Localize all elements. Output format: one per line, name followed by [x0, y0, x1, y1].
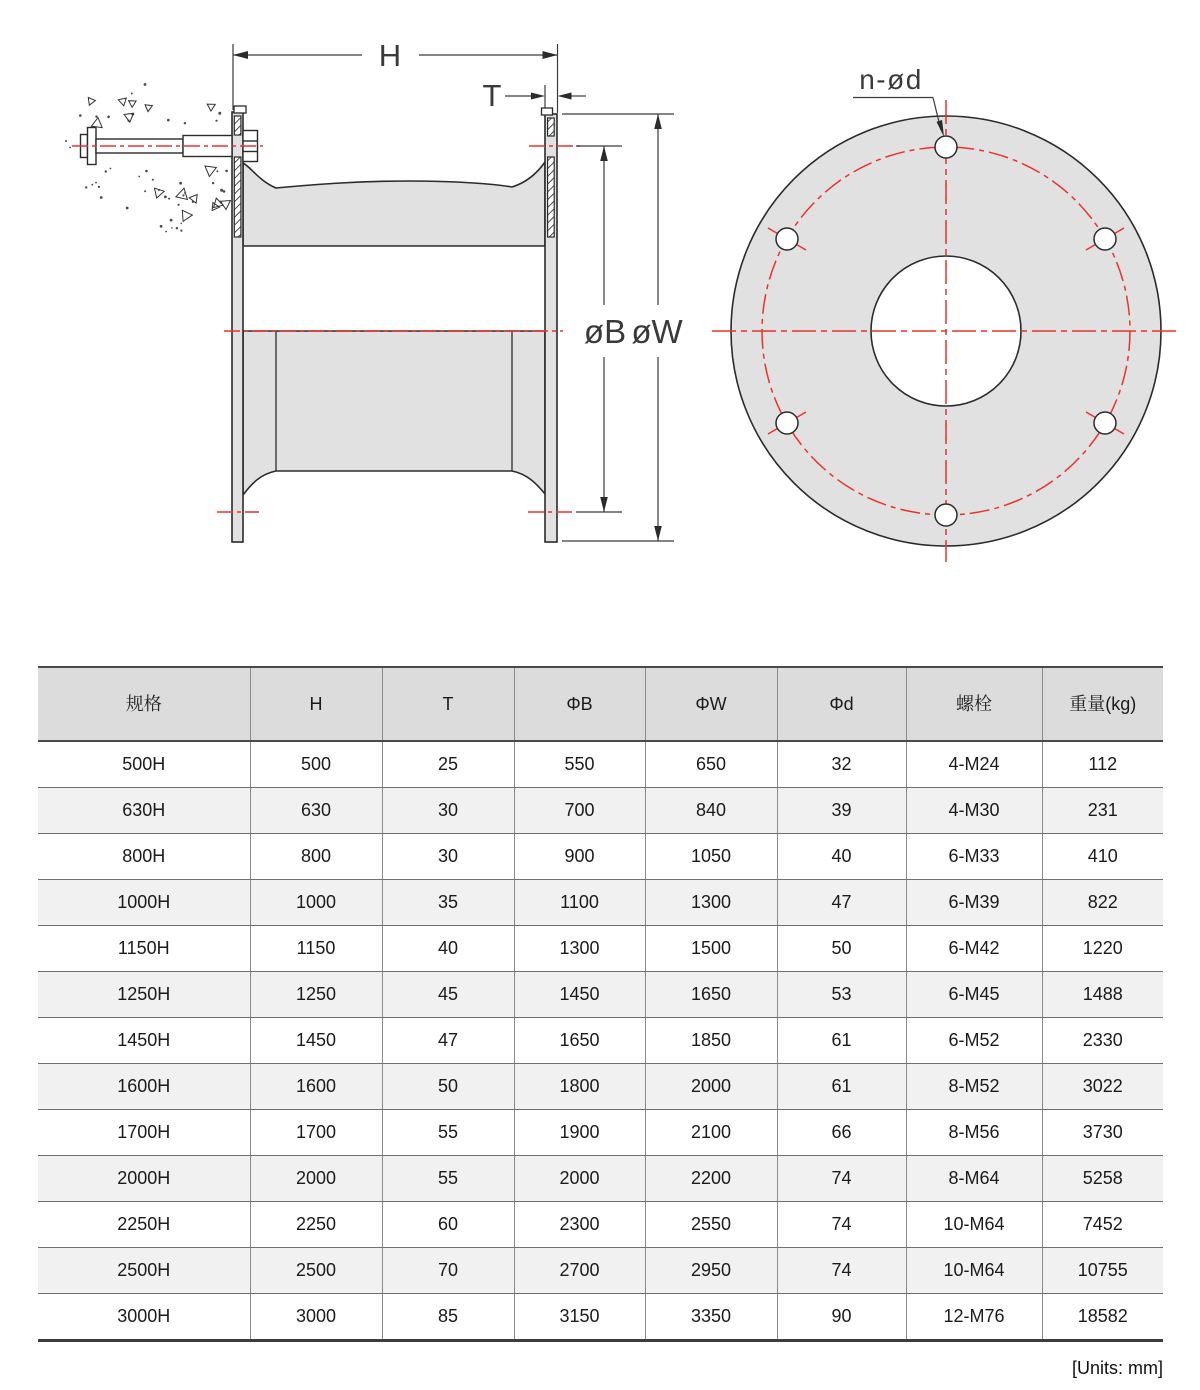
- concrete-dot: [105, 170, 107, 172]
- cell-weight: 1220: [1042, 926, 1163, 972]
- cell-h: 630: [250, 788, 382, 834]
- cell-t: 35: [382, 880, 514, 926]
- cell-t: 60: [382, 1202, 514, 1248]
- table-row-630H: [38, 788, 1163, 834]
- concrete-dot: [180, 223, 182, 225]
- table-row-1150H: [38, 926, 1163, 972]
- flange-left-cap: [234, 106, 246, 113]
- cell-h: 1150: [250, 926, 382, 972]
- fender-body-upper: [243, 162, 545, 246]
- concrete-dot: [126, 207, 129, 210]
- table-row-3000H: [38, 1294, 1163, 1341]
- cell-weight: 2330: [1042, 1018, 1163, 1064]
- col-header-weight: 重量(kg): [1042, 667, 1163, 741]
- concrete-dot: [69, 147, 71, 149]
- concrete-dot: [176, 227, 178, 229]
- concrete-aggregate: [205, 166, 216, 177]
- col-header-w: ΦW: [645, 667, 777, 741]
- cell-b: 1900: [514, 1110, 645, 1156]
- concrete-dot: [225, 170, 228, 173]
- cell-weight: 7452: [1042, 1202, 1163, 1248]
- concrete-aggregate: [88, 98, 95, 106]
- cell-d: 61: [777, 1064, 906, 1110]
- arrowhead: [600, 146, 608, 161]
- concrete-dot: [144, 83, 147, 86]
- arrowhead: [531, 93, 545, 100]
- concrete-dot: [95, 182, 97, 184]
- cell-w: 2200: [645, 1156, 777, 1202]
- cell-spec: 800H: [38, 834, 250, 880]
- concrete-dot: [160, 225, 163, 228]
- header-row: [38, 667, 1163, 741]
- cell-t: 25: [382, 741, 514, 788]
- cell-h: 1600: [250, 1064, 382, 1110]
- concrete-dot: [91, 184, 93, 186]
- table-row-800H: [38, 834, 1163, 880]
- cell-b: 2700: [514, 1248, 645, 1294]
- concrete-dot: [107, 116, 110, 119]
- cell-w: 2100: [645, 1110, 777, 1156]
- cell-spec: 2500H: [38, 1248, 250, 1294]
- concrete-dot: [144, 190, 146, 192]
- cell-h: 800: [250, 834, 382, 880]
- concrete-dot: [100, 196, 103, 199]
- cell-anchors: 8-M52: [906, 1064, 1042, 1110]
- cell-h: 3000: [250, 1294, 382, 1341]
- cell-b: 3150: [514, 1294, 645, 1341]
- cell-spec: 2000H: [38, 1156, 250, 1202]
- bolt-hole: [935, 136, 957, 158]
- cell-spec: 1450H: [38, 1018, 250, 1064]
- cell-spec: 1250H: [38, 972, 250, 1018]
- concrete-dot: [223, 190, 226, 193]
- cell-t: 55: [382, 1110, 514, 1156]
- cell-weight: 5258: [1042, 1156, 1163, 1202]
- cell-anchors: 6-M39: [906, 880, 1042, 926]
- concrete-dot: [180, 230, 182, 232]
- cell-spec: 1150H: [38, 926, 250, 972]
- cell-anchors: 6-M52: [906, 1018, 1042, 1064]
- dim-label-W: øW: [631, 313, 683, 350]
- cell-weight: 112: [1042, 741, 1163, 788]
- table-row-2000H: [38, 1156, 1163, 1202]
- cell-t: 30: [382, 834, 514, 880]
- concrete-aggregate: [176, 188, 188, 199]
- cell-d: 32: [777, 741, 906, 788]
- cell-weight: 410: [1042, 834, 1163, 880]
- table-row-2500H: [38, 1248, 1163, 1294]
- front-view: [712, 64, 1180, 562]
- col-header-h: H: [250, 667, 382, 741]
- concrete-dot: [85, 186, 87, 188]
- concrete-dot: [164, 196, 167, 199]
- cell-b: 2000: [514, 1156, 645, 1202]
- cell-spec: 3000H: [38, 1294, 250, 1341]
- cell-h: 1250: [250, 972, 382, 1018]
- cell-anchors: 4-M30: [906, 788, 1042, 834]
- cell-t: 55: [382, 1156, 514, 1202]
- cell-b: 1650: [514, 1018, 645, 1064]
- arrowhead: [600, 497, 608, 512]
- concrete-dot: [165, 231, 167, 233]
- bolt-hole: [1094, 228, 1116, 250]
- cell-spec: 2250H: [38, 1202, 250, 1248]
- concrete-dot: [215, 120, 217, 122]
- cell-w: 1850: [645, 1018, 777, 1064]
- cell-d: 61: [777, 1018, 906, 1064]
- concrete-aggregate: [129, 101, 137, 108]
- cell-d: 74: [777, 1202, 906, 1248]
- concrete-dot: [79, 114, 82, 117]
- arrowhead: [543, 51, 558, 59]
- cell-w: 840: [645, 788, 777, 834]
- cell-w: 1500: [645, 926, 777, 972]
- cell-h: 1000: [250, 880, 382, 926]
- concrete-aggregate: [118, 98, 126, 106]
- cell-t: 70: [382, 1248, 514, 1294]
- cell-w: 2950: [645, 1248, 777, 1294]
- side-view: [65, 38, 684, 542]
- cell-spec: 500H: [38, 741, 250, 788]
- bolt-hole: [1094, 412, 1116, 434]
- cell-t: 85: [382, 1294, 514, 1341]
- cell-w: 2000: [645, 1064, 777, 1110]
- concrete-dot: [131, 93, 133, 95]
- concrete-aggregate: [145, 105, 152, 112]
- concrete-aggregate: [212, 203, 219, 211]
- cell-weight: 3022: [1042, 1064, 1163, 1110]
- cell-b: 2300: [514, 1202, 645, 1248]
- holes-label: n-ød: [859, 64, 923, 95]
- cell-anchors: 10-M64: [906, 1202, 1042, 1248]
- flange-left-hatch-2: [234, 157, 241, 237]
- cell-d: 90: [777, 1294, 906, 1341]
- col-header-d: Φd: [777, 667, 906, 741]
- fender-body-lower: [243, 331, 545, 495]
- concrete-aggregate: [155, 188, 165, 198]
- flange-right-hatch-1: [548, 118, 555, 136]
- concrete-dot: [145, 170, 148, 173]
- cell-weight: 1488: [1042, 972, 1163, 1018]
- cell-weight: 10755: [1042, 1248, 1163, 1294]
- cell-spec: 1600H: [38, 1064, 250, 1110]
- col-header-t: T: [382, 667, 514, 741]
- table-row-1700H: [38, 1110, 1163, 1156]
- concrete-dot: [152, 179, 154, 181]
- cell-d: 53: [777, 972, 906, 1018]
- cell-w: 3350: [645, 1294, 777, 1341]
- cell-t: 47: [382, 1018, 514, 1064]
- dim-label-B: øB: [583, 313, 627, 350]
- cell-d: 74: [777, 1156, 906, 1202]
- concrete-dot: [170, 219, 173, 222]
- bolt-hole: [776, 412, 798, 434]
- cell-d: 47: [777, 880, 906, 926]
- cell-b: 1450: [514, 972, 645, 1018]
- cell-spec: 1700H: [38, 1110, 250, 1156]
- arrowhead: [654, 526, 662, 541]
- cell-h: 1700: [250, 1110, 382, 1156]
- cell-anchors: 6-M42: [906, 926, 1042, 972]
- cell-d: 66: [777, 1110, 906, 1156]
- concrete-dot: [179, 182, 182, 185]
- cell-b: 700: [514, 788, 645, 834]
- table-row-2250H: [38, 1202, 1163, 1248]
- technical-drawing: [0, 0, 1200, 650]
- cell-w: 2550: [645, 1202, 777, 1248]
- cell-weight: 3730: [1042, 1110, 1163, 1156]
- cell-h: 500: [250, 741, 382, 788]
- bolt-hole: [776, 228, 798, 250]
- flange-right-hatch-2: [548, 157, 555, 237]
- cell-weight: 822: [1042, 880, 1163, 926]
- cell-anchors: 8-M64: [906, 1156, 1042, 1202]
- cell-t: 40: [382, 926, 514, 972]
- concrete-dot: [167, 119, 170, 122]
- flange-right-cap: [542, 108, 553, 115]
- cell-b: 1300: [514, 926, 645, 972]
- arrowhead: [558, 93, 572, 100]
- cell-t: 30: [382, 788, 514, 834]
- cell-weight: 18582: [1042, 1294, 1163, 1341]
- concrete-dot: [171, 227, 173, 229]
- cell-spec: 1000H: [38, 880, 250, 926]
- flange-left-hatch-1: [234, 116, 241, 135]
- concrete-dot: [138, 176, 140, 178]
- cell-anchors: 4-M24: [906, 741, 1042, 788]
- cell-h: 1450: [250, 1018, 382, 1064]
- concrete-dot: [182, 194, 184, 196]
- cell-w: 1650: [645, 972, 777, 1018]
- dimension-T: [505, 85, 586, 108]
- concrete-dot: [178, 204, 180, 206]
- dim-label-H: H: [378, 38, 402, 73]
- cell-w: 1300: [645, 880, 777, 926]
- cell-t: 45: [382, 972, 514, 1018]
- cell-anchors: 6-M45: [906, 972, 1042, 1018]
- cell-anchors: 6-M33: [906, 834, 1042, 880]
- cell-w: 650: [645, 741, 777, 788]
- cell-w: 1050: [645, 834, 777, 880]
- concrete-dot: [220, 189, 223, 192]
- concrete-aggregate: [207, 104, 215, 111]
- col-header-anchors: 螺栓: [906, 667, 1042, 741]
- cell-spec: 630H: [38, 788, 250, 834]
- cell-b: 1100: [514, 880, 645, 926]
- spec-table-wrap: [38, 666, 1163, 1342]
- concrete-dot: [218, 112, 221, 115]
- table-row-500H: [38, 741, 1163, 788]
- concrete-dot: [216, 170, 218, 172]
- cell-h: 2000: [250, 1156, 382, 1202]
- concrete-dot: [212, 182, 214, 184]
- dim-label-T: T: [482, 78, 502, 113]
- col-header-spec: 规格: [38, 667, 250, 741]
- concrete-aggregate: [91, 118, 102, 128]
- cell-d: 39: [777, 788, 906, 834]
- table-row-1600H: [38, 1064, 1163, 1110]
- cell-b: 550: [514, 741, 645, 788]
- table-row-1000H: [38, 880, 1163, 926]
- cell-d: 74: [777, 1248, 906, 1294]
- table-row-1450H: [38, 1018, 1163, 1064]
- bolt-hole: [935, 504, 957, 526]
- cell-h: 2250: [250, 1202, 382, 1248]
- table-row-1250H: [38, 972, 1163, 1018]
- cell-weight: 231: [1042, 788, 1163, 834]
- cell-anchors: 12-M76: [906, 1294, 1042, 1341]
- concrete-dot: [98, 186, 100, 188]
- cell-b: 900: [514, 834, 645, 880]
- cell-anchors: 10-M64: [906, 1248, 1042, 1294]
- arrowhead: [654, 114, 662, 129]
- cell-anchors: 8-M56: [906, 1110, 1042, 1156]
- concrete-dot: [65, 140, 67, 142]
- concrete-dot: [95, 115, 97, 117]
- units-note: [Units: mm]: [1071, 1358, 1163, 1378]
- concrete-dot: [184, 122, 186, 124]
- cell-d: 40: [777, 834, 906, 880]
- cell-h: 2500: [250, 1248, 382, 1294]
- arrowhead: [233, 51, 248, 59]
- concrete-aggregate: [182, 210, 192, 221]
- concrete-dot: [110, 168, 112, 170]
- cell-d: 50: [777, 926, 906, 972]
- cell-b: 1800: [514, 1064, 645, 1110]
- spec-table: [38, 666, 1163, 1342]
- col-header-b: ΦB: [514, 667, 645, 741]
- cell-t: 50: [382, 1064, 514, 1110]
- concrete-dot: [168, 198, 170, 200]
